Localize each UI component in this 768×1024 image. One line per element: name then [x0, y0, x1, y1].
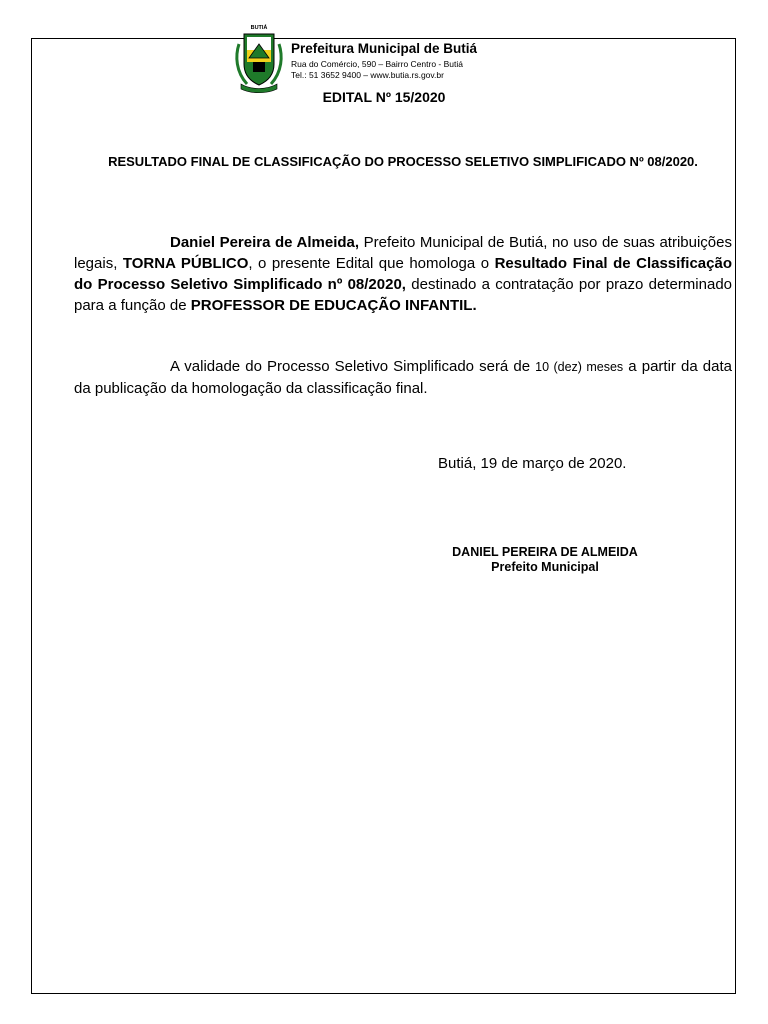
signature-name: DANIEL PEREIRA DE ALMEIDA — [452, 545, 638, 559]
text-segment: , o presente Edital que homologa o — [248, 255, 495, 272]
document-border — [31, 38, 736, 994]
crest-banner-text: BUTIÁ — [250, 25, 268, 31]
text-segment: destinado a contratação por prazo determinado para a função de — [74, 276, 733, 314]
text-segment: Prefeito Municipal de Butiá, no uso de suas atribuições legais, — [74, 234, 732, 272]
document-subject: RESULTADO FINAL DE CLASSIFICAÇÃO DO PROCESSO SELETIVO SIMPLIFICADO Nº 08/2020. — [108, 154, 698, 169]
header-contact: Tel.: 51 3652 9400 – www.butia.rs.gov.br — [291, 70, 444, 80]
signature-role: Prefeito Municipal — [491, 560, 599, 574]
text-segment: a partir da data da publicação da homologação da classificação final. — [74, 358, 732, 397]
text-segment: A validade do Processo Seletivo Simplificado será de — [170, 358, 536, 375]
paragraph-validity — [74, 356, 732, 399]
header-address: Rua do Comércio, 590 – Bairro Centro - Butiá — [291, 59, 463, 69]
municipal-crest-icon — [233, 22, 285, 94]
header-title: Prefeitura Municipal de Butiá — [291, 41, 478, 56]
resultado-final: Resultado Final de Classificação do Processo Seletivo Simplificado nº 08/2020, — [74, 255, 732, 293]
date-line: Butiá, 19 de março de 2020. — [438, 455, 627, 472]
validity-period: 10 (dez) meses — [535, 360, 624, 374]
funcao: PROFESSOR DE EDUCAÇÃO INFANTIL. — [190, 297, 477, 314]
paragraph-homologation — [74, 232, 732, 316]
edital-number: EDITAL Nº 15/2020 — [322, 89, 446, 105]
mayor-name: Daniel Pereira de Almeida, — [170, 234, 360, 251]
torna-publico: TORNA PÚBLICO — [122, 255, 249, 272]
